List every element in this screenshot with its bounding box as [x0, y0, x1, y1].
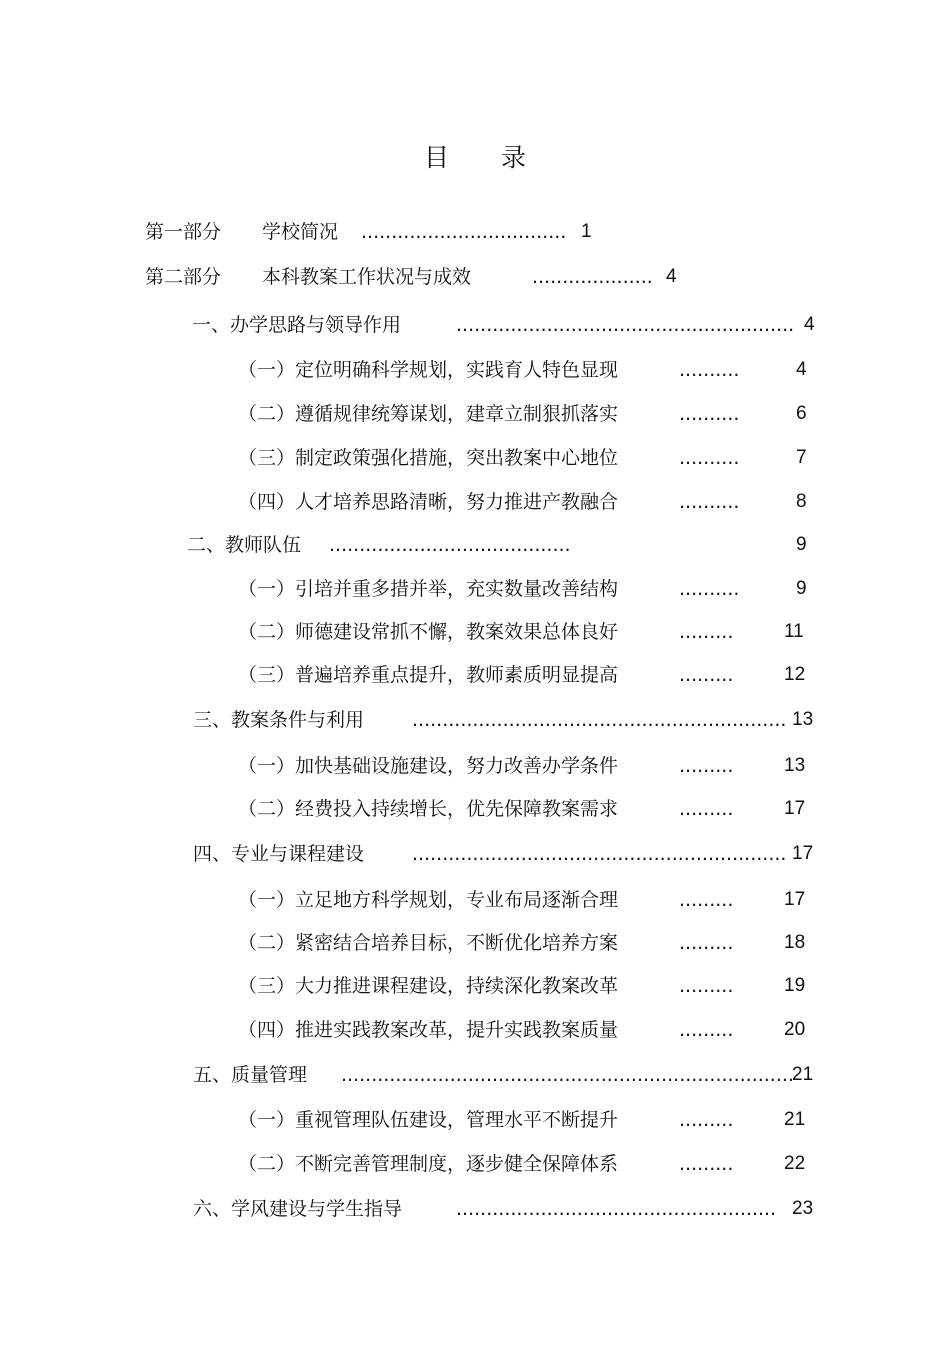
- toc-subsection-row: [0, 794, 950, 824]
- leader-dots: .........: [679, 975, 734, 997]
- toc-part-row: [0, 262, 950, 292]
- part-label: 第二部分: [145, 266, 222, 288]
- leader-dots: ....................: [532, 266, 653, 288]
- leader-dots: ..........: [679, 578, 740, 600]
- page-number: 13: [784, 755, 806, 776]
- page-number: 17: [784, 798, 806, 819]
- leader-dots: .........: [679, 1109, 734, 1131]
- page-number: 21: [784, 1109, 806, 1130]
- page-number: 7: [796, 447, 807, 468]
- toc-subsection-row: [0, 574, 950, 604]
- page-number: 9: [796, 534, 807, 555]
- toc-title: 目 录: [424, 143, 548, 172]
- toc-subsection-row: [0, 928, 950, 958]
- leader-dots: .........: [679, 664, 734, 686]
- part-title: 本科教案工作状况与成效: [262, 266, 472, 288]
- page-number: 11: [784, 621, 804, 642]
- part-title: 学校简况: [262, 221, 339, 243]
- page-number: 12: [784, 664, 806, 685]
- toc-subsection-row: [0, 885, 950, 915]
- subsection-title: （二）遵循规律统筹谋划，建章立制狠抓落实: [238, 403, 619, 425]
- leader-dots: ..................................: [361, 221, 567, 243]
- toc-section-row: [0, 310, 950, 340]
- leader-dots: .........: [679, 1153, 734, 1175]
- toc-subsection-row: [0, 751, 950, 781]
- subsection-title: （二）紧密结合培养目标，不断优化培养方案: [238, 932, 619, 954]
- section-title: 一、办学思路与领导作用: [192, 314, 402, 336]
- page-number: 4: [796, 359, 807, 380]
- subsection-title: （三）普遍培养重点提升，教师素质明显提高: [238, 664, 619, 686]
- subsection-title: （一）定位明确科学规划，实践育人特色显现: [238, 359, 619, 381]
- toc-section-row: [0, 530, 950, 560]
- page-number: 17: [784, 889, 806, 910]
- leader-dots: .........: [679, 621, 734, 643]
- subsection-title: （三）制定政策强化措施，突出教案中心地位: [238, 447, 619, 469]
- toc-subsection-row: [0, 1149, 950, 1179]
- leader-dots: ..............................................................: [412, 843, 787, 865]
- page-number: 9: [796, 578, 807, 599]
- subsection-title: （四）人才培养思路清晰，努力推进产教融合: [238, 491, 619, 513]
- page-number: 23: [792, 1198, 814, 1219]
- subsection-title: （四）推进实践教案改革，提升实践教案质量: [238, 1019, 619, 1041]
- page-number: 8: [796, 491, 807, 512]
- section-title: 二、教师队伍: [187, 534, 302, 556]
- toc-section-row: [0, 705, 950, 735]
- toc-subsection-row: [0, 617, 950, 647]
- toc-subsection-row: [0, 399, 950, 429]
- page-number: 17: [792, 843, 814, 864]
- leader-dots: .....................................................: [456, 1198, 777, 1220]
- toc-subsection-row: [0, 443, 950, 473]
- leader-dots: ..........: [679, 359, 740, 381]
- page-number: 21: [792, 1064, 814, 1085]
- page-number: 4: [666, 266, 677, 287]
- page-number: 1: [581, 221, 592, 242]
- toc-subsection-row: [0, 1015, 950, 1045]
- leader-dots: ..........: [679, 403, 740, 425]
- subsection-title: （一）引培并重多措并举，充实数量改善结构: [238, 578, 619, 600]
- leader-dots: ...........................................................................: [341, 1064, 794, 1086]
- subsection-title: （二）经费投入持续增长，优先保障教案需求: [238, 798, 619, 820]
- toc-subsection-row: [0, 355, 950, 385]
- page-number: 20: [784, 1019, 806, 1040]
- leader-dots: .........: [679, 798, 734, 820]
- leader-dots: ..........: [679, 491, 740, 513]
- toc-part-row: [0, 217, 950, 247]
- subsection-title: （二）师德建设常抓不懈，教案效果总体良好: [238, 621, 619, 643]
- subsection-title: （一）加快基础设施建设，努力改善办学条件: [238, 755, 619, 777]
- toc-section-row: [0, 839, 950, 869]
- leader-dots: .........: [679, 755, 734, 777]
- toc-section-row: [0, 1194, 950, 1224]
- page-number: 22: [784, 1153, 806, 1174]
- subsection-title: （一）重视管理队伍建设，管理水平不断提升: [238, 1109, 619, 1131]
- section-title: 六、学风建设与学生指导: [193, 1198, 403, 1220]
- leader-dots: .........: [679, 932, 734, 954]
- leader-dots: ..........: [679, 447, 740, 469]
- leader-dots: .........: [679, 889, 734, 911]
- leader-dots: .........: [679, 1019, 734, 1041]
- leader-dots: ........................................: [329, 534, 571, 556]
- page-number: 18: [784, 932, 806, 953]
- subsection-title: （一）立足地方科学规划，专业布局逐渐合理: [238, 889, 619, 911]
- page-number: 13: [792, 709, 814, 730]
- section-title: 四、专业与课程建设: [193, 843, 365, 865]
- page-number: 19: [784, 975, 806, 996]
- section-title: 三、教案条件与利用: [193, 709, 365, 731]
- subsection-title: （二）不断完善管理制度，逐步健全保障体系: [238, 1153, 619, 1175]
- subsection-title: （三）大力推进课程建设，持续深化教案改革: [238, 975, 619, 997]
- page-number: 4: [804, 314, 815, 335]
- toc-subsection-row: [0, 971, 950, 1001]
- section-title: 五、质量管理: [193, 1064, 308, 1086]
- part-label: 第一部分: [145, 221, 222, 243]
- toc-subsection-row: [0, 660, 950, 690]
- toc-subsection-row: [0, 487, 950, 517]
- leader-dots: ..............................................................: [412, 709, 787, 731]
- toc-section-row: [0, 1060, 950, 1090]
- page-number: 6: [796, 403, 807, 424]
- leader-dots: ........................................................: [456, 314, 795, 336]
- toc-subsection-row: [0, 1105, 950, 1135]
